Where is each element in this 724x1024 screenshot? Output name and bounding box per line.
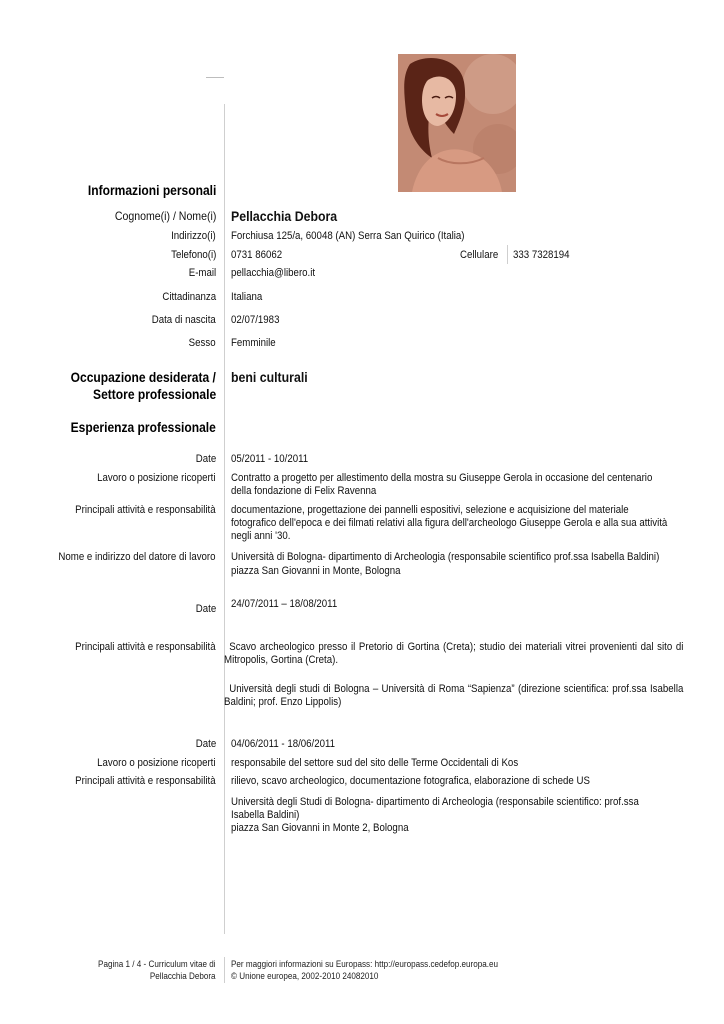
exp1-role-line1: Contratto a progetto per allestimento della mostra su Giuseppe Gerola in occasione del centenario (231, 472, 653, 484)
footer-left (98, 958, 216, 982)
name-value: Pellacchia Debora (231, 208, 338, 224)
exp3-employer-line2: Isabella Baldini) (231, 809, 300, 821)
exp1-employer-label: Nome e indirizzo del datore di lavoro (58, 551, 216, 563)
footer-right (231, 958, 498, 982)
footer-copyright: © Unione europea, 2002-2010 24082010 (231, 971, 379, 981)
exp3-date: 04/06/2011 - 18/06/2011 (231, 738, 336, 750)
exp1-activities-line2: fotografico dell'epoca e dei filmati relativi alla figura dell'archeologo Giuseppe Gerola e alla sua attività (231, 517, 668, 529)
section-experience-title: Esperienza professionale (70, 419, 216, 435)
footer-owner-name: Pellacchia Debora (150, 971, 216, 981)
desired-title-line1: Occupazione desiderata / (70, 369, 216, 385)
exp1-employer-line2: piazza San Giovanni in Monte, Bologna (231, 565, 401, 577)
mobile-label: Cellulare (460, 249, 499, 261)
sex-label: Sesso (189, 337, 216, 349)
footer-page-info: Pagina 1 / 4 - Curriculum vitae di (98, 959, 216, 969)
exp1-role-line2: della fondazione di Felix Ravenna (231, 485, 377, 497)
desired-value: beni culturali (231, 369, 308, 385)
profile-photo (398, 54, 516, 192)
exp2-employer: Università degli studi di Bologna – Università di Roma “Sapienza” (direzione scientifica: prof.ssa Isabella Baldini; prof. Enzo Lippolis) (224, 683, 684, 708)
exp2-activities: Scavo archeologico presso il Pretorio di Gortina (Creta); studio dei materiali vitrei provenienti dal sito di Mitropolis, Gortina (Creta). (224, 641, 684, 666)
citizenship-label: Cittadinanza (162, 291, 216, 303)
phone-label: Telefono(i) (170, 249, 216, 261)
exp3-role-label: Lavoro o posizione ricoperti (97, 757, 216, 769)
birthdate-value: 02/07/1983 (231, 314, 280, 326)
exp3-activities: rilievo, scavo archeologico, documentazione fotografica, elaborazione di schede US (231, 775, 590, 787)
exp1-role-label: Lavoro o posizione ricoperti (97, 472, 216, 484)
exp3-activities-label: Principali attività e responsabilità (75, 775, 216, 787)
section-personal-title: Informazioni personali (87, 182, 216, 198)
footer-divider (224, 957, 225, 983)
birthdate-label: Data di nascita (151, 314, 216, 326)
footer-europass-link[interactable]: Per maggiori informazioni su Europass: http://europass.cedefop.europa.eu (231, 959, 499, 969)
exp2-date: 24/07/2011 – 18/08/2011 (231, 598, 338, 610)
mobile-value: 333 7328194 (513, 249, 570, 261)
exp3-date-label: Date (195, 738, 216, 750)
phone-value: 0731 86062 (231, 249, 283, 261)
name-label: Cognome(i) / Nome(i) (114, 209, 216, 223)
email-label: E-mail (188, 267, 216, 279)
exp1-activities-line3: negli anni '30. (231, 530, 291, 542)
column-divider (224, 104, 225, 934)
mobile-divider (507, 245, 508, 264)
exp3-role: responsabile del settore sud del sito delle Terme Occidentali di Kos (231, 757, 519, 769)
exp1-activities-line1: documentazione, progettazione dei pannelli espositivi, selezione e acquisizione del materiale (231, 504, 629, 516)
email-value[interactable]: pellacchia@libero.it (231, 267, 316, 279)
exp1-activities-label: Principali attività e responsabilità (75, 504, 216, 516)
logo-placeholder-line (206, 77, 224, 78)
sex-value: Femminile (231, 337, 276, 349)
exp2-date-label: Date (195, 603, 216, 615)
address-label: Indirizzo(i) (171, 230, 216, 242)
exp2-activities-label: Principali attività e responsabilità (75, 641, 216, 653)
exp3-employer-line3: piazza San Giovanni in Monte 2, Bologna (231, 822, 409, 834)
exp1-date-label: Date (195, 453, 216, 465)
exp1-date: 05/2011 - 10/2011 (231, 453, 309, 465)
exp3-employer-line1: Università degli Studi di Bologna- dipartimento di Archeologia (responsabile scientifico: prof.ssa (231, 796, 639, 808)
citizenship-value: Italiana (231, 291, 263, 303)
address-value: Forchiusa 125/a, 60048 (AN) Serra San Quirico (Italia) (231, 230, 465, 242)
exp1-employer-line1: Università di Bologna- dipartimento di Archeologia (responsabile scientifico prof.ssa Isabella Baldini) (231, 551, 660, 563)
desired-title-line2: Settore professionale (92, 386, 216, 402)
